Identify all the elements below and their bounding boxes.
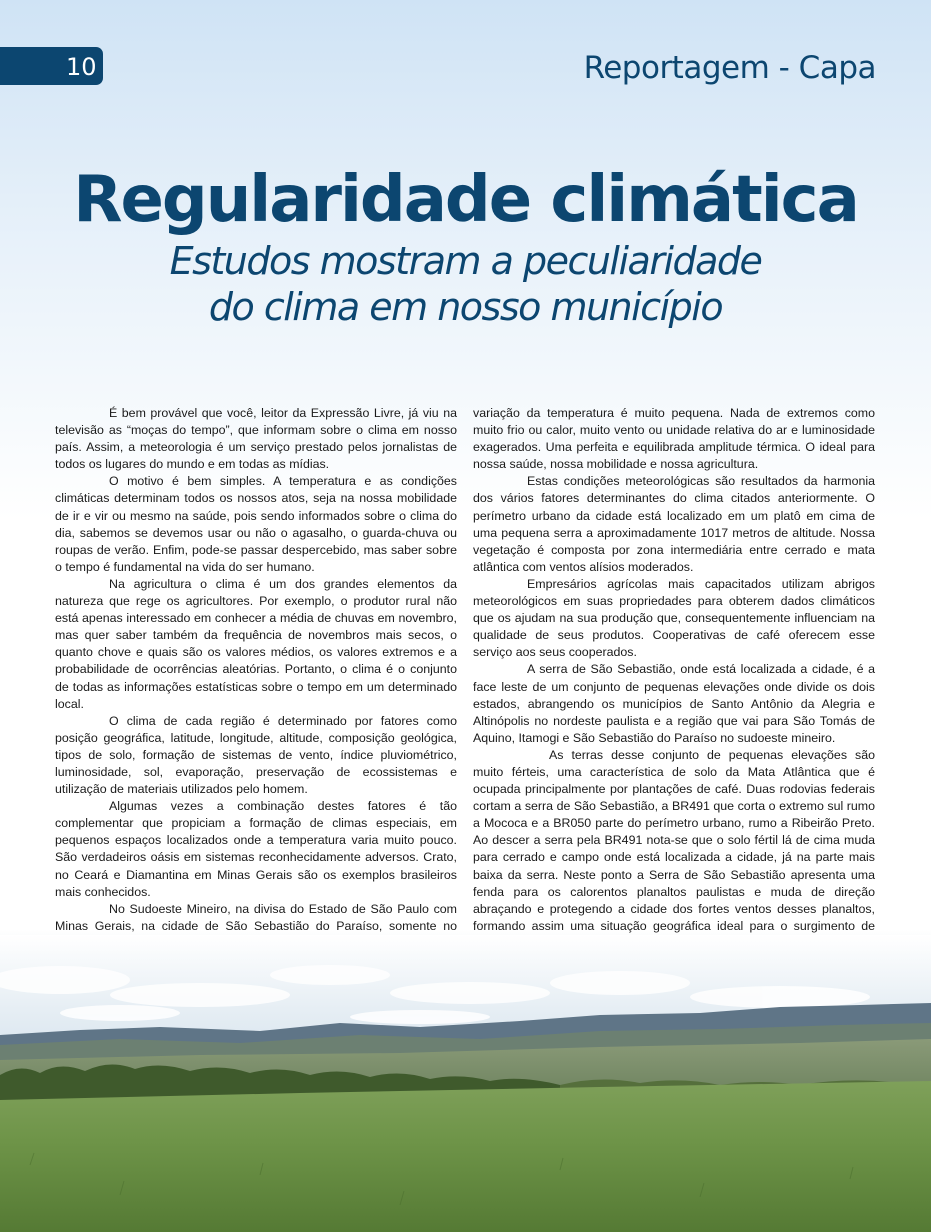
article-subtitle	[0, 238, 931, 330]
paragraph: É bem provável que você, leitor da Expressão Livre, já viu na televisão as “moças do tempo”, que informam sobre o clima em nosso país. Assim, a meteorologia é um serviço prestado pelos jornalistas de todos os lugares do mundo e em todas as mídias.	[55, 406, 457, 472]
paragraph: O clima de cada região é determinado por fatores como posição geográfica, latitude, longitude, altitude, composição geológica, tipos de solo, formação de sistemas de vento, índice pluviométrico, luminosidade, sol, evaporação, preservação de ecossistemas e utilização de materiais utilizados pelo homem.	[55, 713, 457, 797]
paragraph: A serra de São Sebastião, onde está localizada a cidade, é a face leste de um conjunto de pequenas elevações onde divide os dois estados, abrangendo os municípios de Santo Antônio da Alegria e Altinópolis no nordeste paulista e a região que vai para São Tomás de Aquino, Itamogi e São Sebastião do Paraíso no sudoeste mineiro.	[473, 662, 875, 745]
subtitle-line-1: Estudos mostram a peculiaridade	[169, 239, 762, 283]
article-title: Regularidade climática	[73, 163, 858, 237]
paragraph: variação da temperatura é muito pequena. Nada de extremos como muito frio ou calor, muito vento ou unidade relativa do ar e luminosidade exagerados. Uma perfeita e equilibrada amplitude térmica. O ideal para nossa saúde, nossa mobilidade e nossa agricultura.	[473, 406, 875, 472]
section-title: Reportagem - Capa	[583, 50, 876, 86]
article-column-left	[55, 405, 457, 986]
article-column-right	[473, 405, 875, 952]
paragraph: Algumas vezes a combinação destes fatores é tão complementar que propiciam a formação de climas especiais, em pequenos espaços localizados onde a temperatura varia muito pouco. São verdadeiros oásis em sistemas reconhecidamente adversos. Crato, no Ceará e Diamantina em Minas Gerais são os exemplos brasileiros mais conhecidos.	[55, 799, 457, 899]
subtitle-line-2: do clima em nosso município	[208, 285, 723, 329]
paragraph: Empresários agrícolas mais capacitados utilizam abrigos meteorológicos em suas propriedades para obterem dados climáticos que os ajudam na sua produção que, consequentemente influenciam na qualidade de seus produtos. Cooperativas de café oferecem esse serviço aos seus cooperados.	[473, 576, 875, 660]
page-number: 10	[66, 53, 97, 81]
paragraph: Estas condições meteorológicas são resultados da harmonia dos vários fatores determinantes do clima citados anteriormente. O perímetro urbano da cidade está localizado em um platô em cima de uma pequena serra a aproximadamente 1017 metros de altitude. Nossa vegetação é composta por zona intermediária entre cerrado e mata atlântica com ventos alísios moderados.	[473, 474, 875, 574]
landscape-photo	[0, 935, 931, 1232]
paragraph: O motivo é bem simples. A temperatura e as condições climáticas determinam todos os nossos atos, seja na nossa mobilidade de ir e vir ou mesmo na saúde, pois sendo informados sobre o clima do dia, sabemos se devemos usar ou não o agasalho, o guarda-chuva ou roupas de verão. Enfim, pode-se passar despercebido, mas saber sobre o tempo é fundamental na vida do ser humano.	[55, 474, 457, 574]
paragraph: Na agricultura o clima é um dos grandes elementos da natureza que rege os agricultores. Por exemplo, o produtor rural não está apenas interessado em conhecer a média de chuvas em novembro, mas quer saber também da frequência de novembros mais secos, o quanto chove e quais são os valores médios, os valores extremos e a probabilidade de ocorrências aleatórias. Portanto, o clima é o conjunto de todas as informações estatísticas sobre o tempo em um determinado local.	[55, 576, 457, 711]
paragraph: No Sudoeste Mineiro, na divisa do Estado de São Paulo com Minas Gerais, na cidade de São Sebastião do Paraíso, somente no	[55, 901, 457, 933]
paragraph: As terras desse conjunto de pequenas elevações são muito férteis, uma característica de solo da Mata Atlântica que é ocupada principalmente por plantações de café. Duas rodovias federais cortam a serra de São Sebastião, a BR491 que corta o extremo sul rumo a Mococa e a BR050 parte do perímetro urbano, rumo a Ribeirão Preto. Ao descer a serra pela BR491 nota-se que o solo fértil lá de cima muda para cerrado e campo onde está localizada a cidade, já na parte mais baixa da serra. Neste ponto a Serra de São Sebastião apresenta uma fenda para os calorentos planaltos paulistas e muda de direção abraçando e protegendo a cidade dos fortes ventos desses planaltos, formando assim uma situação geográfica ideal para o surgimento de	[473, 747, 875, 933]
